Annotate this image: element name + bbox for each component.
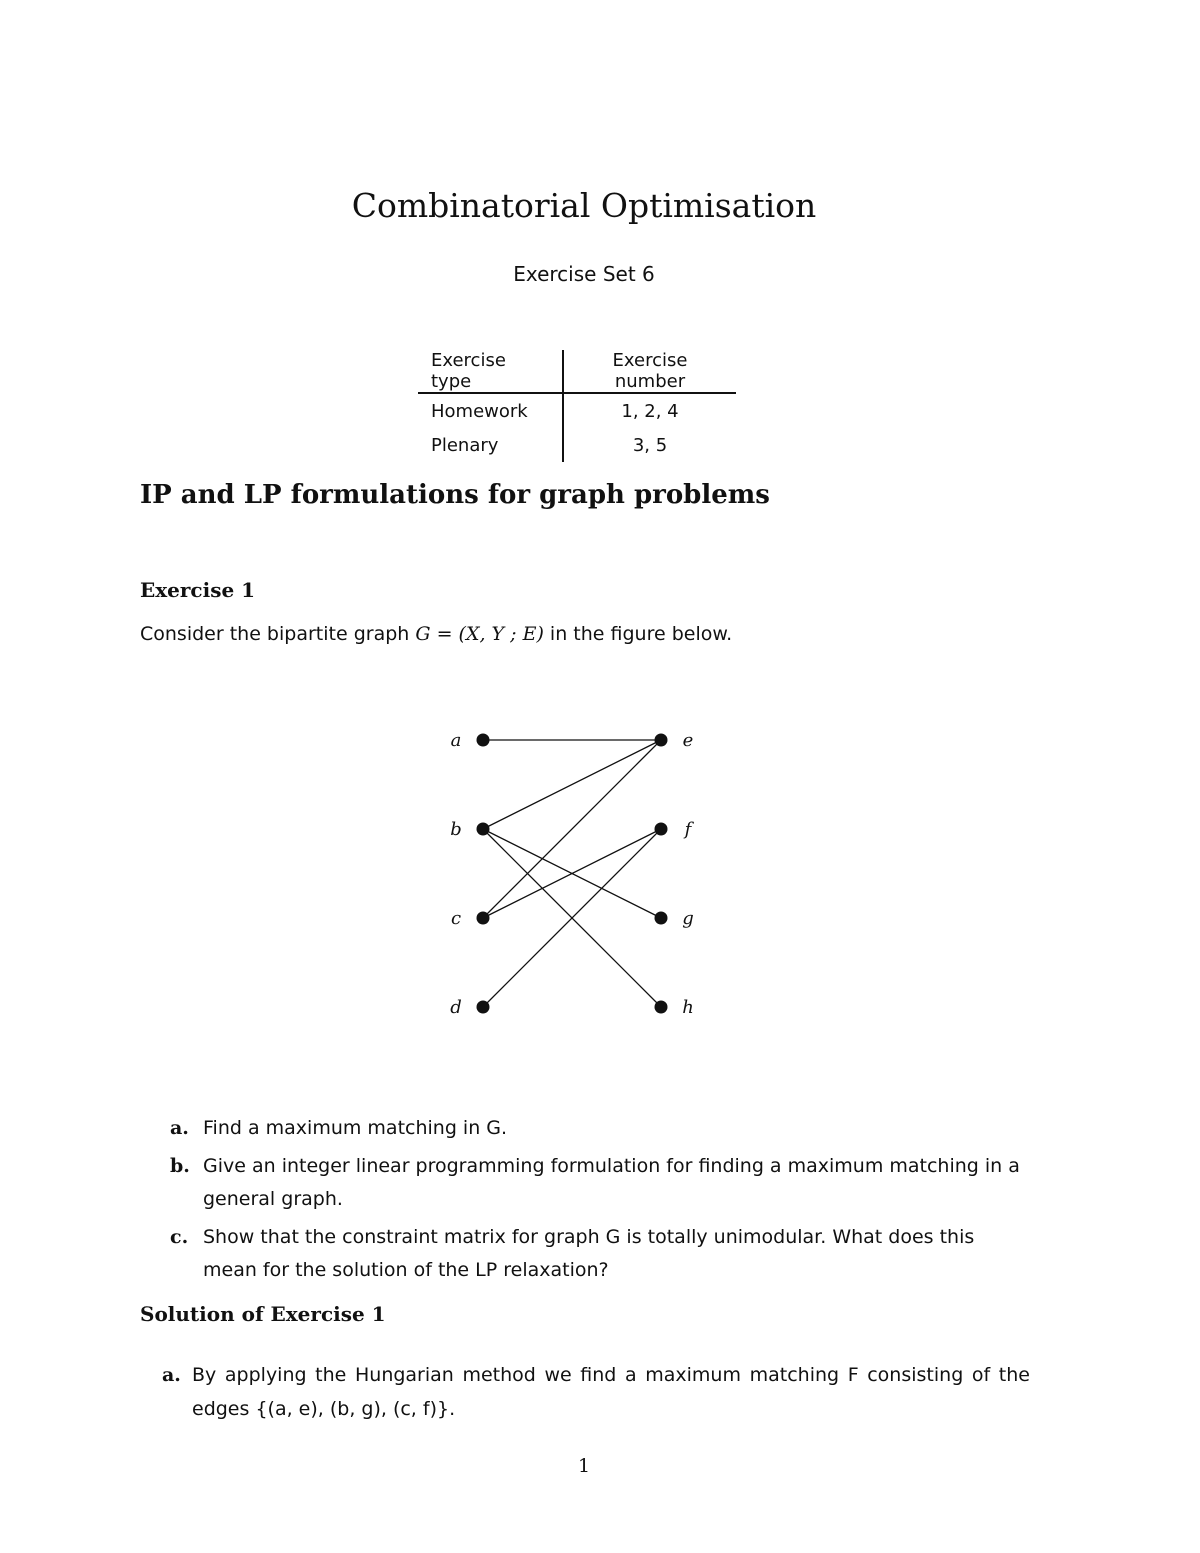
document-title: Combinatorial Optimisation <box>351 186 817 225</box>
graph-node-g <box>655 912 668 925</box>
graph-node-label-a: a <box>450 730 462 751</box>
graph-edge-c-e <box>483 740 661 918</box>
solution-heading: Solution of Exercise 1 <box>140 1302 386 1326</box>
intro-math: G = (X, Y ; E) <box>415 623 544 645</box>
list-item <box>140 1150 1030 1216</box>
intro-text-end: in the figure below. <box>543 623 733 645</box>
graph-node-d <box>477 1001 490 1014</box>
section-title: IP and LP formulations for graph problems <box>140 480 770 510</box>
list-item <box>140 1221 1030 1287</box>
graph-node-label-d: d <box>450 997 462 1018</box>
graph-node-label-g: g <box>682 908 694 929</box>
table-cell-number: 3, 5 <box>632 434 668 456</box>
item-text: Find a maximum matching in G. <box>203 1117 508 1139</box>
table-cell-type: Plenary <box>418 428 563 462</box>
item-text: Give an integer linear programming formulation for finding a maximum matching in a general graph. <box>203 1155 1020 1210</box>
table-header-type: Exercise type <box>418 350 563 393</box>
exercise-heading: Exercise 1 <box>140 578 256 602</box>
graph-node-a <box>477 734 490 747</box>
graph-node-f <box>655 823 668 836</box>
graph-edge-b-e <box>483 740 661 829</box>
page-number: 1 <box>577 1455 591 1477</box>
item-marker: a. <box>170 1117 189 1139</box>
bipartite-graph <box>430 715 710 1025</box>
solution-marker: a. <box>162 1364 181 1386</box>
table-row <box>418 393 736 428</box>
list-item <box>140 1112 1030 1145</box>
document-subtitle: Exercise Set 6 <box>513 262 655 286</box>
graph-node-label-h: h <box>682 997 694 1018</box>
solution-item <box>140 1358 1030 1426</box>
graph-node-c <box>477 912 490 925</box>
item-marker: c. <box>170 1226 189 1248</box>
graph-node-label-f: f <box>684 819 692 840</box>
table-row <box>418 428 736 462</box>
exercise-table <box>418 350 736 462</box>
graph-node-label-e: e <box>682 730 694 751</box>
graph-node-label-b: b <box>450 819 462 840</box>
table-header-number: Exercise number <box>563 350 736 393</box>
item-marker: b. <box>170 1155 190 1177</box>
table-cell-type: Homework <box>418 393 563 428</box>
solution-text: By applying the Hungarian method we find a maximum matching F consisting of the edges {(a, e), (b, g), (c, f)}. <box>192 1364 1030 1420</box>
graph-node-b <box>477 823 490 836</box>
table-cell-number: 1, 2, 4 <box>621 400 679 422</box>
exercise-intro <box>140 623 732 645</box>
graph-node-label-c: c <box>450 908 462 929</box>
graph-node-e <box>655 734 668 747</box>
table-header-row <box>418 350 736 393</box>
intro-text: Consider the bipartite graph <box>140 623 416 645</box>
graph-node-h <box>655 1001 668 1014</box>
exercise-items <box>140 1112 1030 1292</box>
item-text: Show that the constraint matrix for graph G is totally unimodular. What does this mean for the solution of the LP relaxation? <box>203 1226 975 1281</box>
